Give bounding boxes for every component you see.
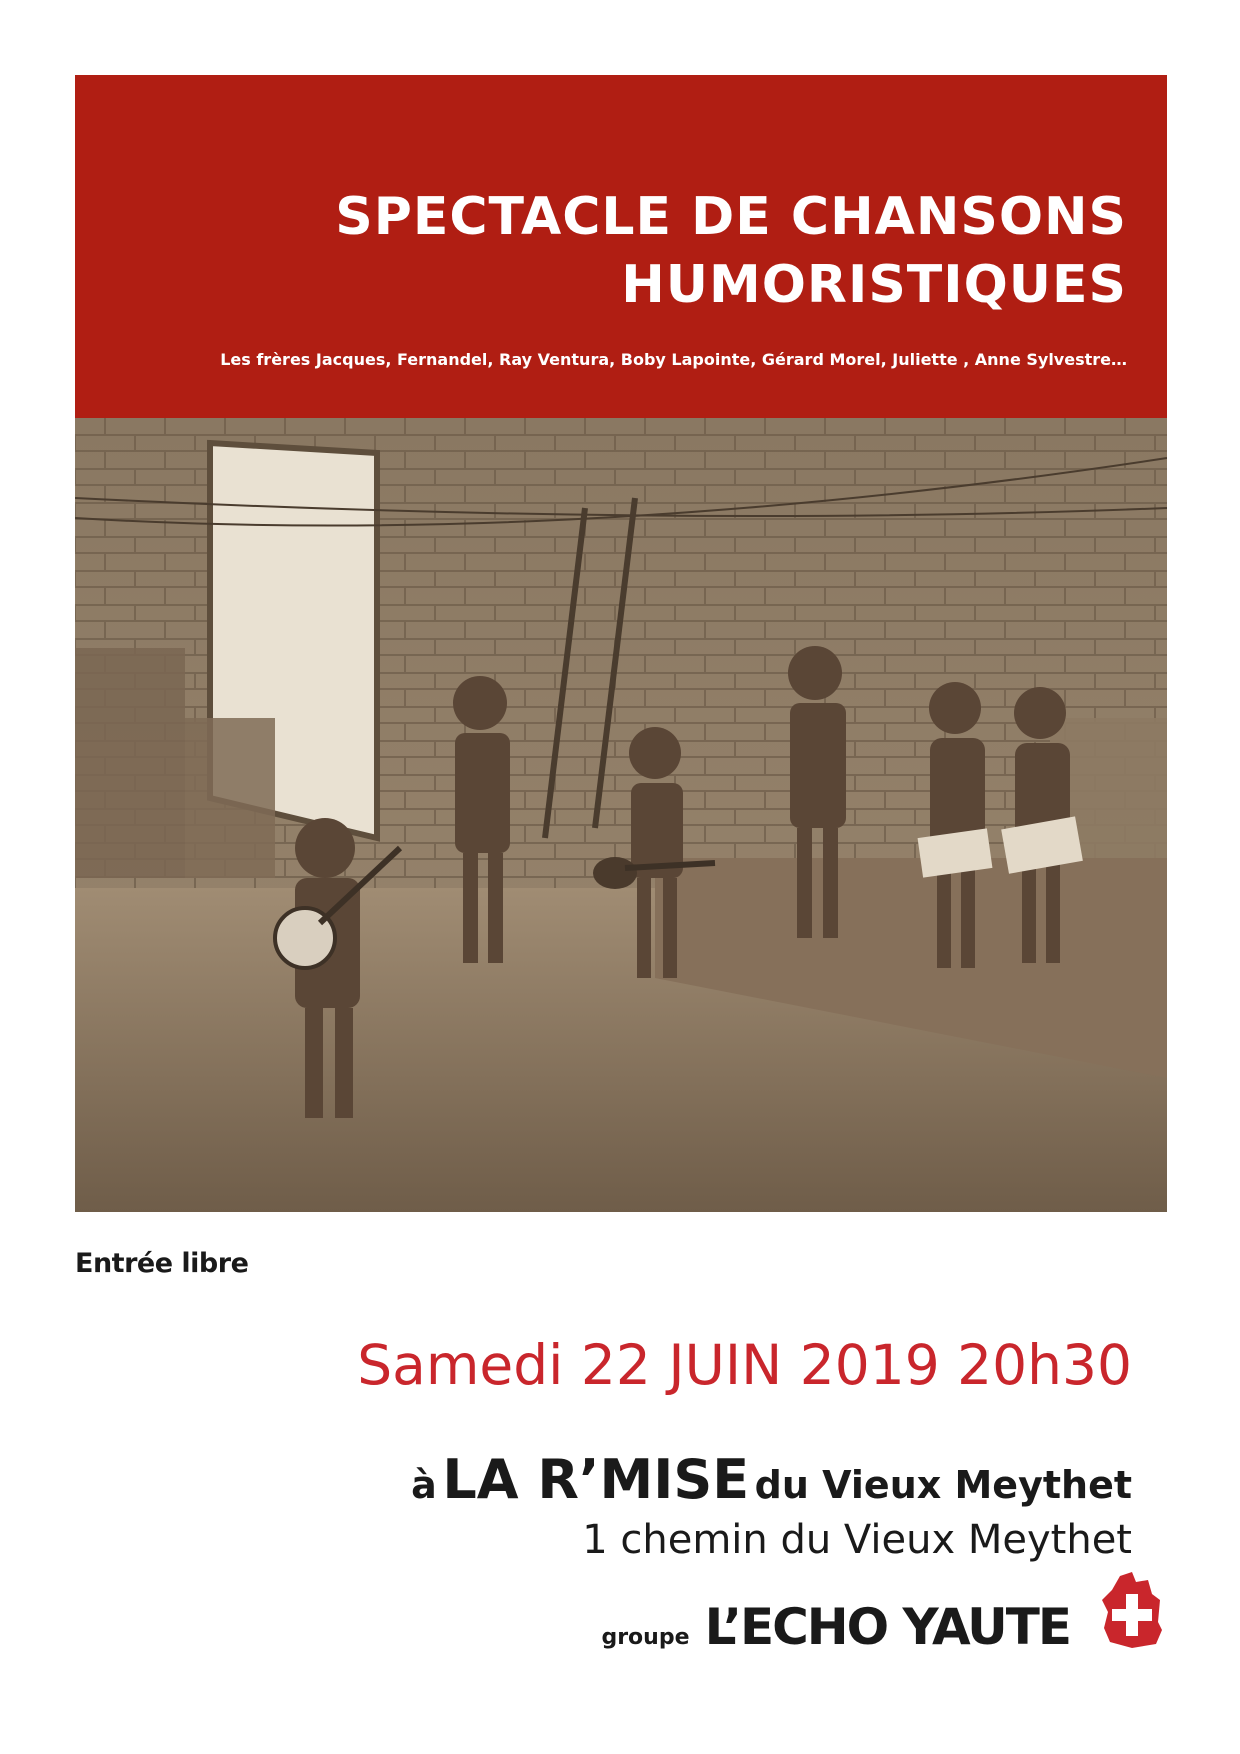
vintage-photo: [75, 418, 1167, 1212]
title-line-1: SPECTACLE DE CHANSONS: [335, 187, 1127, 247]
venue-prefix: à: [411, 1463, 437, 1507]
title-line-2: HUMORISTIQUES: [621, 255, 1127, 315]
group-name: L’ECHO YAUTE: [704, 1598, 1070, 1656]
venue-address: 1 chemin du Vieux Meythet: [582, 1517, 1132, 1563]
savoie-cross-logo-icon: [1102, 1572, 1162, 1648]
poster-title: [335, 183, 1127, 319]
venue-line: [411, 1448, 1132, 1511]
group-label: groupe: [601, 1625, 690, 1650]
group-credit: [601, 1598, 1070, 1656]
children-band-photo: [75, 418, 1167, 1212]
artists-list: Les frères Jacques, Fernandel, Ray Ventura, Boby Lapointe, Gérard Morel, Juliette , Anne Sylvestre…: [220, 350, 1127, 369]
venue-suffix: du Vieux Meythet: [754, 1463, 1132, 1507]
event-date: Samedi 22 JUIN 2019 20h30: [357, 1333, 1132, 1397]
venue-name: LA R’MISE: [442, 1448, 750, 1511]
entrance-text: Entrée libre: [75, 1248, 249, 1279]
